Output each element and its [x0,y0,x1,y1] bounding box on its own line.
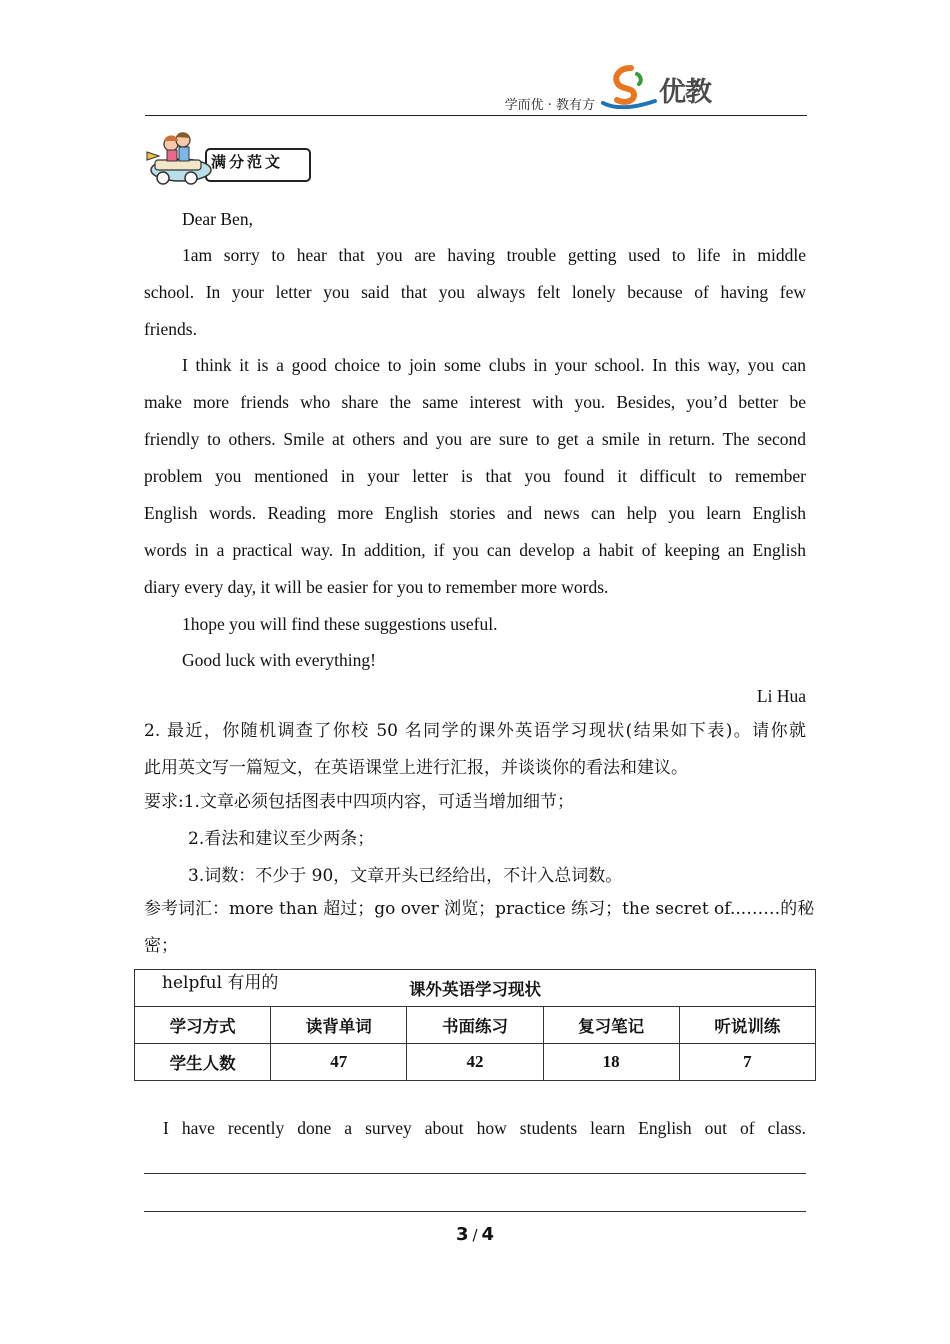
p2-line-3: friendly to others. Smile at others and you are sure to get a smile in return. The second [144,429,806,449]
requirement-1: 要求:1.文章必须包括图表中四项内容，可适当增加细节； [144,792,574,812]
letter-greeting [144,201,806,238]
kids-pencil-car-icon [145,130,217,188]
requirement-2: 2.看法和建议至少两条； [188,829,375,849]
p2-line-2: make more friends who share the same interest with you. Besides, you’d better be [144,392,806,412]
page-header [145,62,807,116]
letter-paragraph-2 [144,347,806,606]
header-divider [145,115,807,116]
answer-blank-line[interactable] [144,1173,806,1174]
header-label-cell: 学习方式 [135,1007,271,1044]
section-banner [145,130,315,188]
page-number [0,1224,950,1245]
header-logo-text: 优教 [659,77,711,108]
column-header: 读背单词 [271,1007,407,1044]
vocab-line-1: 参考词汇：more than 超过；go over 浏览；practice 练习；the secret of...……的秘密； [144,899,815,956]
column-header: 复习笔记 [543,1007,679,1044]
total-pages: 4 [481,1224,495,1245]
p3-line: 1hope you will find these suggestions useful. [182,614,498,634]
current-page: 3 [455,1224,469,1245]
p1-line-2: school. In your letter you said that you always felt lonely because of having few [144,282,806,302]
header-slogan: 学而优 · 教有方 [504,98,595,113]
value-cell: 7 [679,1044,815,1081]
banner-label: 满分范文 [211,153,284,171]
column-header: 书面练习 [407,1007,543,1044]
task-question [144,713,806,787]
value-cell: 18 [543,1044,679,1081]
value-cell: 42 [407,1044,543,1081]
p2-line-5: English words. Reading more English stories and news can help you learn English [144,503,806,523]
p2-line-7: diary every day, it will be easier for you to remember more words. [144,577,609,597]
task-requirements [144,784,806,895]
p2-line-1: I think it is a good choice to join some clubs in your school. In this way, you can [182,355,806,375]
value-cell: 47 [271,1044,407,1081]
p1-line-1: 1am sorry to hear that you are having trouble getting used to life in middle [182,245,806,265]
requirement-3: 3.词数：不少于 90，文章开头已经给出，不计入总词数。 [188,866,623,886]
question-line-2: 此用英文写一篇短文，在英语课堂上进行汇报，并谈谈你的看法和建议。 [144,758,688,778]
closing-line: Good luck with everything! [182,650,376,670]
opening-line: I have recently done a survey about how students learn English out of class. [163,1118,806,1138]
page-separator: / [472,1226,478,1244]
greeting-line: Dear Ben, [182,209,253,229]
row-label-cell: 学生人数 [135,1044,271,1081]
p2-line-4: problem you mentioned in your letter is that you found it difficult to remember [144,466,806,486]
survey-table [134,969,816,1081]
p1-line-3: friends. [144,319,197,339]
answer-blank-line[interactable] [144,1211,806,1212]
column-header: 听说训练 [679,1007,815,1044]
letter-paragraph-3 [144,606,806,643]
letter-paragraph-1 [144,237,806,348]
answer-opening [144,1110,806,1147]
p2-line-6: words in a practical way. In addition, if you can develop a habit of keeping an English [144,540,806,560]
vocab-line-2: helpful 有用的 [162,973,279,993]
signature-line: Li Hua [756,686,806,706]
table-header-row [135,1007,816,1044]
table-caption: 课外英语学习现状 [135,970,816,1007]
letter-closing [144,642,806,679]
youjiao-logo-icon [601,65,657,109]
question-line-1: 2. 最近，你随机调查了你校 50 名同学的课外英语学习现状(结果如下表)。请你就 [144,721,806,741]
letter-signature [144,678,806,715]
table-row [135,1044,816,1081]
